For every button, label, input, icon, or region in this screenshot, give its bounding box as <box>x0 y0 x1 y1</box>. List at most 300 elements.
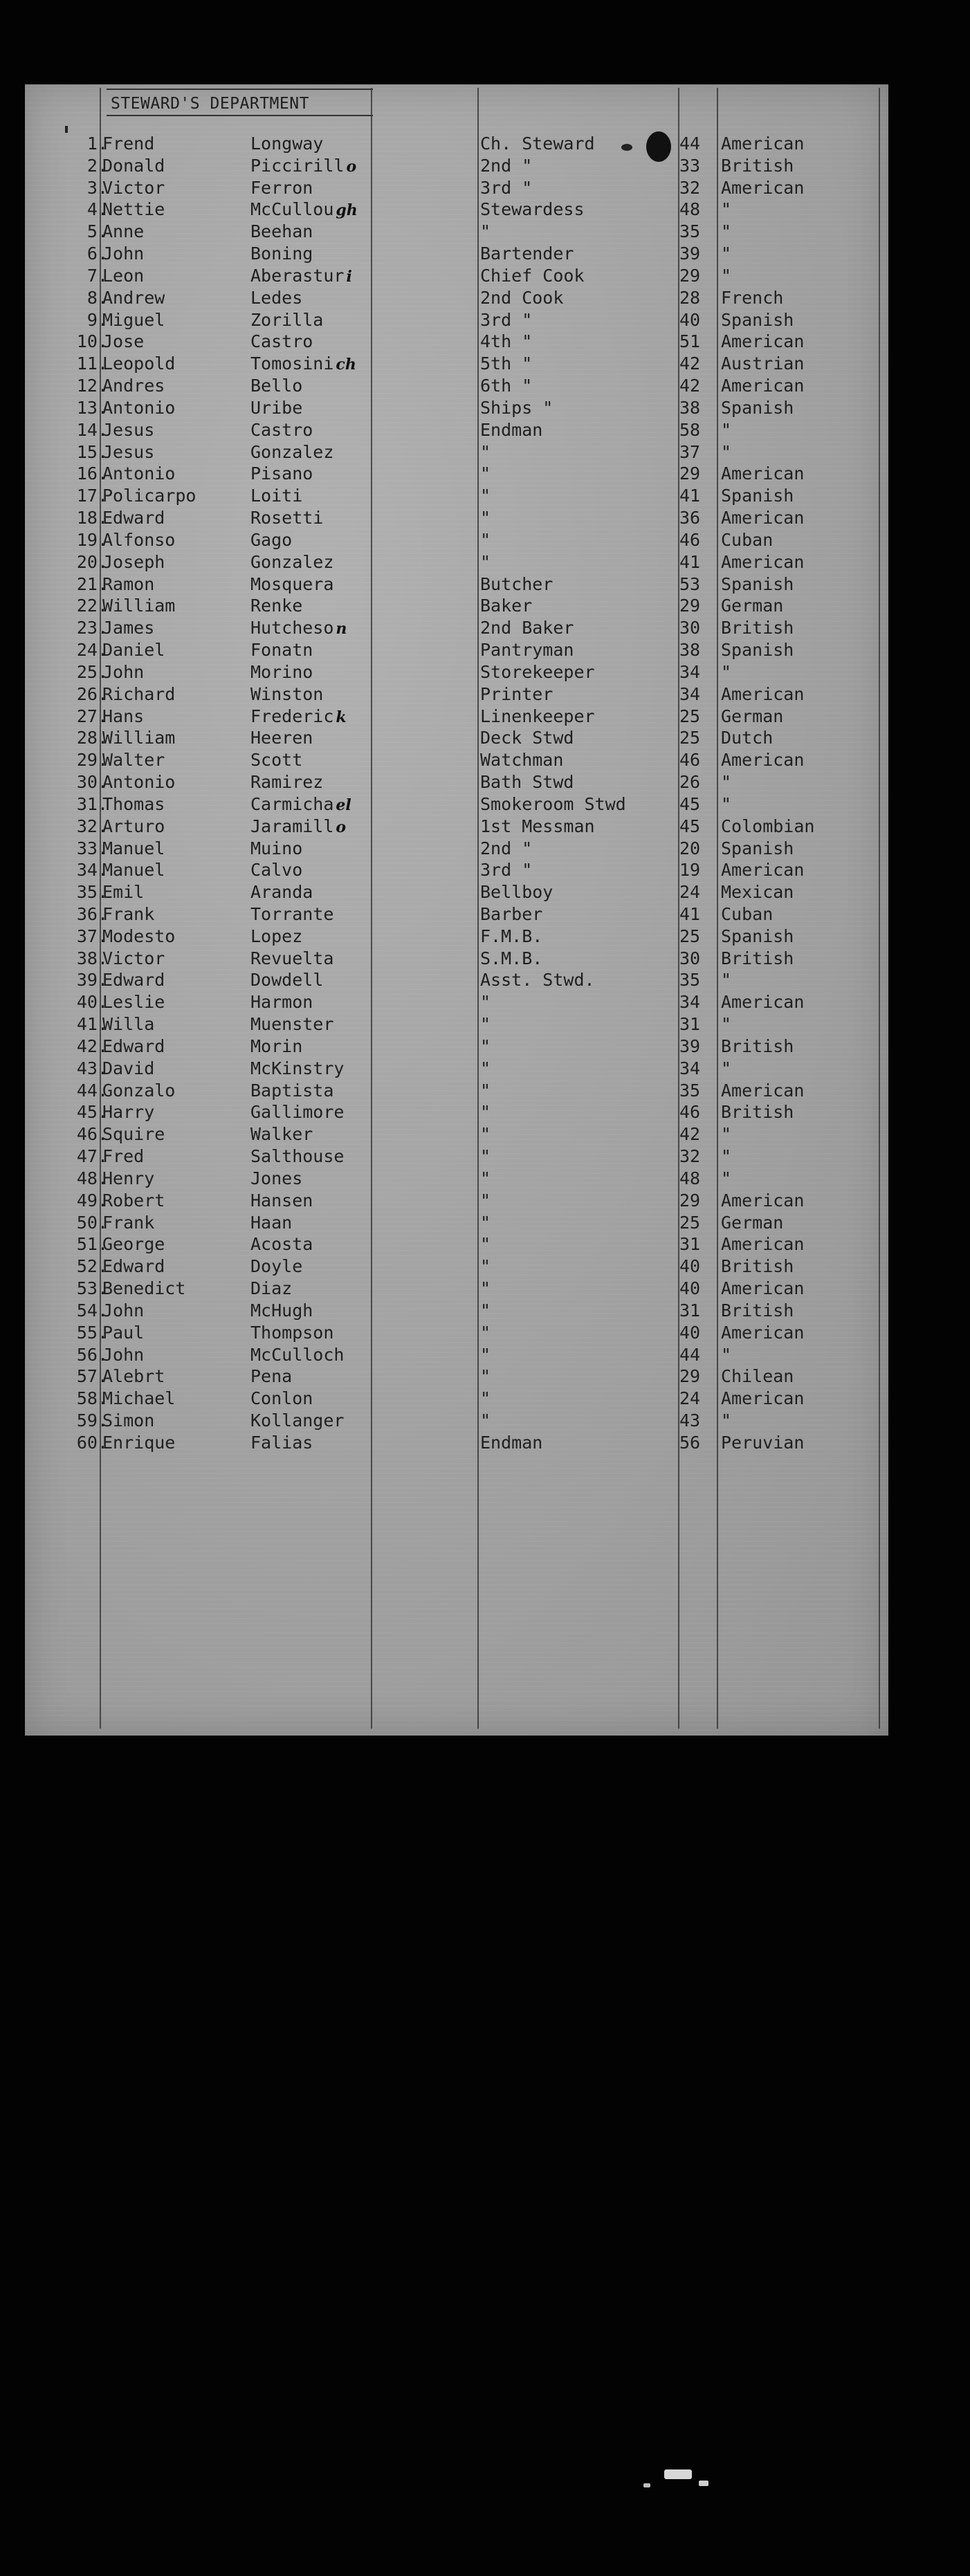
crew-row <box>25 903 888 926</box>
crew-pos-text: " <box>480 1300 491 1321</box>
crew-age <box>679 816 700 838</box>
crew-pos-text: " <box>480 1212 491 1233</box>
crew-first <box>102 771 175 793</box>
crew-first-text: Arturo <box>102 816 165 836</box>
crew-num <box>39 706 108 728</box>
crew-last-text: Castro <box>250 419 313 440</box>
crew-nat <box>721 441 731 463</box>
crew-last <box>250 529 292 551</box>
crew-pos <box>480 1344 491 1366</box>
crew-num-text: 47. <box>76 1146 108 1167</box>
crew-num-text: 50. <box>76 1212 108 1233</box>
crew-num-text: 30. <box>76 772 108 793</box>
crew-row <box>25 1123 888 1146</box>
crew-nat <box>721 551 804 573</box>
crew-age <box>679 485 700 507</box>
crew-num <box>39 529 108 551</box>
crew-age <box>679 661 700 683</box>
crew-pos-text: S.M.B. <box>480 948 543 968</box>
crew-pos <box>480 1168 491 1190</box>
crew-row <box>25 353 888 375</box>
crew-pos <box>480 1146 491 1168</box>
crew-num <box>39 595 108 617</box>
crew-nat <box>721 1300 794 1322</box>
crew-first <box>102 1278 185 1300</box>
crew-nat <box>721 133 804 155</box>
crew-last <box>250 463 313 485</box>
crew-num <box>39 727 108 749</box>
crew-row <box>25 991 888 1013</box>
crew-last-text: Pena <box>250 1366 293 1387</box>
crew-first <box>102 881 144 903</box>
crew-num <box>39 551 108 573</box>
crew-row <box>25 529 888 551</box>
crew-nat <box>721 309 794 331</box>
crew-num <box>39 1123 108 1146</box>
crew-num <box>39 1233 108 1255</box>
film-edge-mark <box>643 2483 650 2487</box>
crew-num-text: 24. <box>76 640 108 661</box>
crew-last-text: Hansen <box>250 1190 313 1211</box>
crew-first-text: Benedict <box>102 1278 186 1299</box>
crew-age-text: 29 <box>679 463 701 484</box>
crew-num-text: 6. <box>86 243 108 264</box>
crew-num <box>39 155 108 177</box>
crew-num <box>39 419 108 441</box>
crew-last-text: Bello <box>250 376 303 396</box>
crew-age-text: 35 <box>679 1080 701 1101</box>
crew-age-text: 34 <box>679 661 701 682</box>
crew-age-text: 48 <box>679 1168 701 1188</box>
crew-age-text: 39 <box>679 243 701 264</box>
crew-num-text: 41. <box>76 1014 108 1035</box>
crew-first-text: Manuel <box>102 838 165 858</box>
crew-nat-text: British <box>721 155 794 176</box>
crew-row <box>25 816 888 838</box>
crew-last <box>250 838 302 860</box>
crew-first-text: Donald <box>102 155 165 176</box>
crew-age-text: 26 <box>679 772 701 793</box>
crew-age-text: 44 <box>679 134 701 154</box>
crew-nat <box>721 1190 804 1212</box>
crew-pos <box>480 1278 491 1300</box>
crew-pos <box>480 1190 491 1212</box>
crew-last <box>250 1058 344 1080</box>
crew-pos-text: " <box>480 529 491 550</box>
crew-nat <box>721 727 773 749</box>
crew-num-text: 37. <box>76 926 108 946</box>
crew-row <box>25 331 888 353</box>
crew-first <box>102 287 165 309</box>
crew-last-text: Thompson <box>250 1322 334 1343</box>
crew-last <box>250 793 351 817</box>
crew-nat-text: Spanish <box>721 486 794 506</box>
crew-age <box>679 1212 700 1234</box>
crew-age-text: 45 <box>679 816 701 836</box>
crew-row <box>25 177 888 199</box>
crew-age <box>679 1190 700 1212</box>
crew-last-text: Conlon <box>250 1388 313 1409</box>
crew-pos-text: Bellboy <box>480 882 553 903</box>
crew-num-text: 56. <box>76 1344 108 1365</box>
crew-nat-text: American <box>721 750 805 771</box>
crew-first <box>102 1388 175 1410</box>
crew-first-text: Emil <box>102 882 145 903</box>
crew-num-text: 14. <box>76 419 108 440</box>
crew-first-text: Antonio <box>102 463 176 484</box>
crew-first <box>102 838 165 860</box>
crew-first-text: Policarpo <box>102 486 196 506</box>
crew-nat-text: American <box>721 1234 805 1255</box>
crew-nat <box>721 926 794 948</box>
crew-nat-text: Spanish <box>721 573 794 594</box>
crew-pos-text: Smokeroom Stwd <box>480 793 626 814</box>
crew-pos <box>480 903 542 926</box>
crew-last-text: Dowdell <box>250 970 324 991</box>
crew-age <box>679 309 700 331</box>
crew-age <box>679 1036 700 1058</box>
crew-first <box>102 485 196 507</box>
crew-first-text: William <box>102 728 176 748</box>
crew-num <box>39 1432 108 1454</box>
crew-last <box>250 639 313 661</box>
crew-pos-text: 2nd " <box>480 838 533 858</box>
crew-age-text: 34 <box>679 1058 701 1078</box>
crew-first <box>102 661 144 683</box>
crew-last <box>250 617 347 641</box>
crew-nat-text: British <box>721 948 794 968</box>
crew-nat <box>721 463 804 485</box>
crew-last-text: Jaramill <box>250 816 334 836</box>
crew-pos <box>480 793 626 816</box>
crew-row <box>25 265 888 287</box>
crew-num-text: 28. <box>76 728 108 748</box>
crew-last-text: Salthouse <box>250 1146 345 1167</box>
crew-pos-text: Barber <box>480 903 543 924</box>
crew-first-text: John <box>102 243 145 264</box>
crew-num-text: 33. <box>76 838 108 858</box>
crew-pos <box>480 639 574 661</box>
ink-blot <box>621 144 632 151</box>
crew-pos <box>480 155 532 177</box>
crew-first <box>102 969 165 991</box>
crew-last <box>250 397 302 419</box>
handwritten-correction: i <box>346 267 352 286</box>
crew-age <box>679 1432 700 1454</box>
crew-age-text: 51 <box>679 331 701 352</box>
crew-first-text: Victor <box>102 177 165 198</box>
crew-row <box>25 441 888 463</box>
crew-first-text: Fred <box>102 1146 145 1167</box>
crew-pos <box>480 926 542 948</box>
crew-nat <box>721 1255 794 1278</box>
crew-pos <box>480 881 553 903</box>
crew-pos <box>480 1255 491 1278</box>
crew-nat-text: American <box>721 551 805 572</box>
crew-row <box>25 485 888 507</box>
crew-pos-text: " <box>480 463 491 484</box>
crew-pos-text: " <box>480 441 491 462</box>
crew-age <box>679 1278 700 1300</box>
crew-first-text: Leon <box>102 265 145 286</box>
handwritten-correction: o <box>336 818 347 836</box>
crew-num-text: 59. <box>76 1410 108 1431</box>
crew-last-text: Haan <box>250 1212 293 1233</box>
crew-first <box>102 331 144 353</box>
handwritten-correction: k <box>336 708 347 726</box>
crew-pos-text: 6th " <box>480 376 533 396</box>
crew-nat <box>721 287 783 309</box>
crew-num <box>39 1300 108 1322</box>
crew-num <box>39 991 108 1013</box>
crew-first-text: Antonio <box>102 772 176 793</box>
crew-last <box>250 816 346 839</box>
crew-age <box>679 1344 700 1366</box>
crew-first-text: Andrew <box>102 287 165 308</box>
crew-pos-text: " <box>480 1190 491 1211</box>
crew-last-text: Gonzalez <box>250 441 334 462</box>
crew-age <box>679 595 700 617</box>
crew-last-text: Aranda <box>250 882 313 903</box>
crew-pos-text: " <box>480 1014 491 1035</box>
crew-row <box>25 1080 888 1102</box>
crew-num-text: 35. <box>76 882 108 903</box>
crew-last-text: Gago <box>250 529 293 550</box>
crew-row <box>25 926 888 948</box>
crew-num-text: 10. <box>76 331 108 352</box>
crew-age-text: 25 <box>679 1212 701 1233</box>
crew-age-text: 42 <box>679 376 701 396</box>
crew-last <box>250 507 323 529</box>
crew-age-text: 24 <box>679 882 701 903</box>
crew-age <box>679 617 700 639</box>
crew-num-text: 57. <box>76 1366 108 1387</box>
crew-pos-text: 2nd " <box>480 155 533 176</box>
crew-nat <box>721 991 804 1013</box>
crew-last <box>250 551 333 573</box>
crew-nat <box>721 353 804 375</box>
crew-pos <box>480 683 553 706</box>
crew-num-text: 36. <box>76 903 108 924</box>
crew-first <box>102 309 165 331</box>
crew-num <box>39 661 108 683</box>
crew-pos-text: 2nd Cook <box>480 287 564 308</box>
crew-num-text: 39. <box>76 970 108 991</box>
crew-pos-text: " <box>480 1366 491 1387</box>
crew-age-text: 46 <box>679 1102 701 1123</box>
crew-pos <box>480 375 532 397</box>
crew-pos-text: 3rd " <box>480 860 533 881</box>
crew-row <box>25 1322 888 1344</box>
crew-nat-text: American <box>721 508 805 528</box>
crew-first-text: Ramon <box>102 573 155 594</box>
crew-age-text: 48 <box>679 199 701 220</box>
crew-nat <box>721 1036 794 1058</box>
crew-num <box>39 969 108 991</box>
crew-num <box>39 1365 108 1388</box>
crew-pos-text: Endman <box>480 419 543 440</box>
crew-last <box>250 1388 313 1410</box>
crew-last-text: Tomosini <box>250 353 334 374</box>
crew-last-text: Ramirez <box>250 772 324 793</box>
crew-pos <box>480 331 532 353</box>
crew-row <box>25 1146 888 1168</box>
crew-last <box>250 1432 313 1454</box>
crew-pos <box>480 1388 491 1410</box>
crew-nat <box>721 221 731 243</box>
crew-nat <box>721 948 794 970</box>
crew-last <box>250 287 302 309</box>
crew-pos-text: Watchman <box>480 750 564 771</box>
crew-first-text: Edward <box>102 1036 165 1056</box>
crew-first <box>102 1036 165 1058</box>
crew-first <box>102 573 154 596</box>
crew-last-text: Frederic <box>250 706 334 726</box>
handwritten-correction: gh <box>336 201 358 220</box>
crew-last <box>250 1190 313 1212</box>
crew-last <box>250 881 313 903</box>
crew-last-text: McCullou <box>250 199 334 220</box>
film-edge-mark <box>664 2469 692 2479</box>
crew-pos-text: " <box>480 1256 491 1277</box>
crew-nat-text: " <box>721 772 732 793</box>
crew-last <box>250 1344 344 1366</box>
ink-tick <box>65 126 68 133</box>
crew-pos-text: 5th " <box>480 353 533 374</box>
crew-age-text: 43 <box>679 1410 701 1431</box>
crew-age-text: 37 <box>679 441 701 462</box>
crew-num-text: 29. <box>76 750 108 771</box>
crew-nat-text: " <box>721 1410 732 1431</box>
crew-num-text: 45. <box>76 1102 108 1123</box>
crew-pos <box>480 1300 491 1322</box>
crew-nat-text: " <box>721 793 732 814</box>
crew-first <box>102 1013 154 1036</box>
crew-age-text: 35 <box>679 221 701 242</box>
crew-first-text: Richard <box>102 683 176 704</box>
handwritten-correction: n <box>336 620 347 638</box>
crew-age <box>679 287 700 309</box>
crew-num <box>39 948 108 970</box>
crew-pos <box>480 221 491 243</box>
crew-last-text: Walker <box>250 1124 313 1145</box>
crew-age-text: 53 <box>679 573 701 594</box>
crew-first <box>102 1146 144 1168</box>
crew-age-text: 34 <box>679 992 701 1013</box>
crew-last <box>250 1410 344 1432</box>
crew-age <box>679 1300 700 1322</box>
crew-first-text: Leopold <box>102 353 176 374</box>
crew-first <box>102 419 154 441</box>
crew-last <box>250 177 313 199</box>
crew-row <box>25 375 888 397</box>
crew-pos <box>480 353 532 375</box>
crew-num-text: 8. <box>86 287 108 308</box>
crew-pos <box>480 991 491 1013</box>
crew-row <box>25 706 888 728</box>
crew-nat <box>721 969 731 991</box>
crew-pos-text: " <box>480 1036 491 1056</box>
crew-pos-text: Endman <box>480 1432 543 1453</box>
crew-age <box>679 397 700 419</box>
crew-last <box>250 948 333 970</box>
crew-pos-text: 1st Messman <box>480 816 595 836</box>
crew-row <box>25 1432 888 1454</box>
crew-first <box>102 177 165 199</box>
crew-nat-text: American <box>721 1278 805 1299</box>
crew-pos <box>480 948 542 970</box>
crew-last-text: McHugh <box>250 1300 313 1321</box>
crew-pos-text: " <box>480 1344 491 1365</box>
crew-num <box>39 331 108 353</box>
crew-age-text: 38 <box>679 397 701 418</box>
crew-list <box>25 133 888 1454</box>
crew-nat-text: American <box>721 683 805 704</box>
crew-nat-text: American <box>721 376 805 396</box>
crew-num <box>39 816 108 838</box>
crew-first-text: Edward <box>102 508 165 528</box>
crew-first-text: Walter <box>102 750 165 771</box>
crew-age-text: 58 <box>679 419 701 440</box>
crew-age-text: 46 <box>679 529 701 550</box>
crew-first <box>102 1058 154 1080</box>
crew-first <box>102 926 175 948</box>
crew-row <box>25 838 888 860</box>
crew-first-text: Alebrt <box>102 1366 165 1387</box>
crew-nat-text: Mexican <box>721 882 794 903</box>
crew-nat <box>721 419 731 441</box>
crew-last-text: Calvo <box>250 860 303 881</box>
crew-nat-text: American <box>721 860 805 881</box>
crew-nat <box>721 1101 794 1123</box>
crew-first <box>102 375 165 397</box>
crew-age-text: 38 <box>679 640 701 661</box>
crew-first <box>102 529 175 551</box>
crew-row <box>25 881 888 903</box>
crew-nat-text: " <box>721 1014 732 1035</box>
crew-first <box>102 463 175 485</box>
crew-nat-text: German <box>721 1212 784 1233</box>
crew-row <box>25 1190 888 1212</box>
crew-last-text: Fonatn <box>250 640 313 661</box>
crew-pos-text: " <box>480 221 491 242</box>
crew-nat-text: American <box>721 463 805 484</box>
crew-age <box>679 1146 700 1168</box>
crew-first-text: Henry <box>102 1168 155 1188</box>
crew-age-text: 36 <box>679 508 701 528</box>
crew-pos <box>480 287 563 309</box>
crew-nat <box>721 1080 804 1102</box>
crew-num <box>39 507 108 529</box>
crew-num <box>39 617 108 639</box>
crew-num-text: 27. <box>76 706 108 726</box>
crew-last <box>250 969 323 991</box>
crew-pos <box>480 838 532 860</box>
crew-pos <box>480 309 532 331</box>
crew-nat <box>721 199 731 221</box>
crew-last <box>250 221 313 243</box>
crew-nat-text: " <box>721 661 732 682</box>
crew-num <box>39 133 108 155</box>
crew-pos-text: " <box>480 1278 491 1299</box>
crew-first-text: John <box>102 1300 145 1321</box>
crew-row <box>25 771 888 793</box>
crew-pos <box>480 573 553 596</box>
crew-age-text: 34 <box>679 683 701 704</box>
crew-first-text: Michael <box>102 1388 176 1409</box>
crew-age-text: 46 <box>679 750 701 771</box>
crew-last-text: McKinstry <box>250 1058 345 1078</box>
